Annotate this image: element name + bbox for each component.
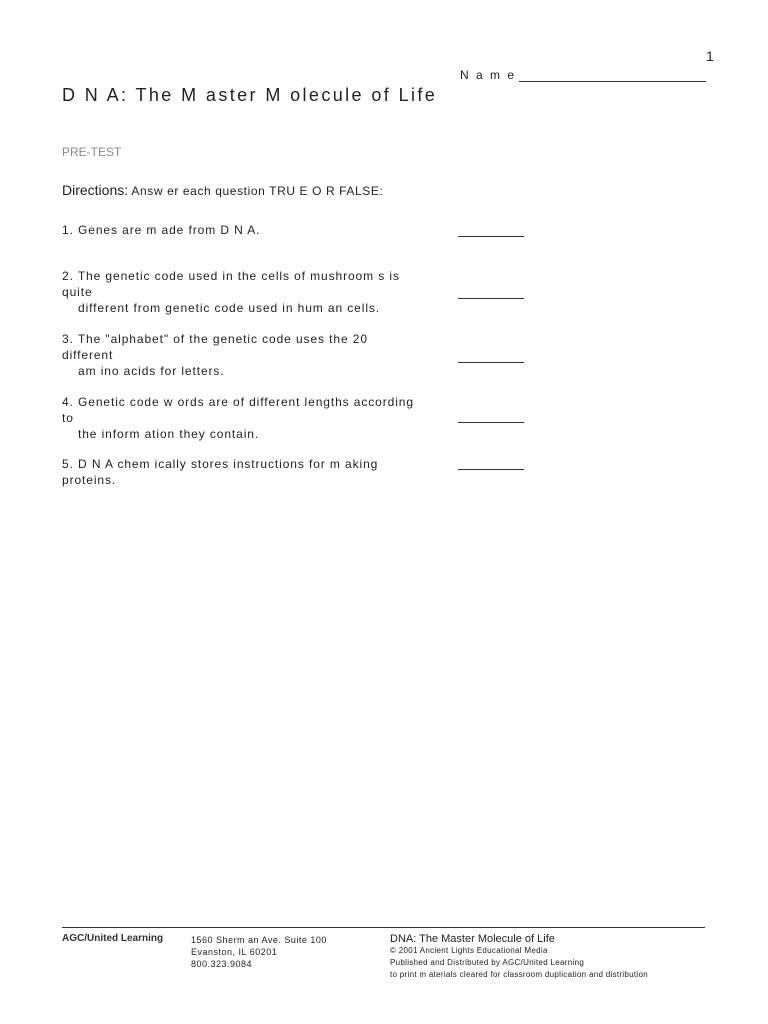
- question-1: [62, 222, 422, 238]
- directions: [62, 182, 383, 198]
- footer-cleared: to print m aterials cleared for classroom duplication and distribution: [390, 970, 649, 979]
- footer-address-phone: 800.323.9084: [191, 959, 253, 969]
- name-label: N a m e: [460, 68, 517, 82]
- footer-address: [191, 934, 327, 970]
- footer-published: Published and Distributed by AGC/United Learning: [390, 958, 585, 967]
- question-4: [62, 394, 422, 442]
- footer-copyright: © 2001 Ancient Lights Educational Media: [390, 946, 548, 955]
- directions-text: Answ er each question TRU E O R FALSE:: [128, 184, 384, 198]
- directions-label: Directions:: [62, 182, 129, 198]
- question-4-answer-line: [458, 422, 524, 423]
- question-5: [62, 456, 422, 488]
- footer-credits: [390, 933, 648, 981]
- footer-address-street: 1560 Sherm an Ave. Suite 100: [191, 935, 327, 945]
- page-title: D N A: The M aster M olecule of Life: [62, 85, 438, 105]
- question-2: [62, 268, 422, 316]
- question-5-answer-line: [458, 469, 524, 470]
- question-2-text-line2: different from genetic code used in hum an cells.: [78, 301, 381, 315]
- question-2-text-line1: 2. The genetic code used in the cells of mushroom s is quite: [62, 269, 400, 299]
- question-3: [62, 331, 422, 379]
- footer-address-city: Evanston, IL 60201: [191, 947, 278, 957]
- footer-publisher: AGC/United Learning: [62, 933, 164, 944]
- footer-title: DNA: The Master Molecule of Life: [390, 933, 555, 945]
- question-3-answer-line: [458, 362, 524, 363]
- name-field: [460, 68, 706, 82]
- question-4-text-line2: the inform ation they contain.: [78, 427, 260, 441]
- question-2-answer-line: [458, 298, 524, 299]
- page-number: 1: [706, 48, 714, 64]
- question-1-answer-line: [458, 236, 524, 237]
- name-blank-line: [519, 68, 706, 82]
- footer-divider: [62, 927, 705, 928]
- question-5-text: 5. D N A chem ically stores instructions for m aking proteins.: [62, 457, 379, 487]
- question-3-text-line2: am ino acids for letters.: [78, 364, 225, 378]
- question-4-text-line1: 4. Genetic code w ords are of different lengths according to: [62, 395, 414, 425]
- question-1-text: 1. Genes are m ade from D N A.: [62, 223, 261, 237]
- question-3-text-line1: 3. The "alphabet" of the genetic code uses the 20 different: [62, 332, 368, 362]
- section-label: PRE-TEST: [62, 145, 122, 159]
